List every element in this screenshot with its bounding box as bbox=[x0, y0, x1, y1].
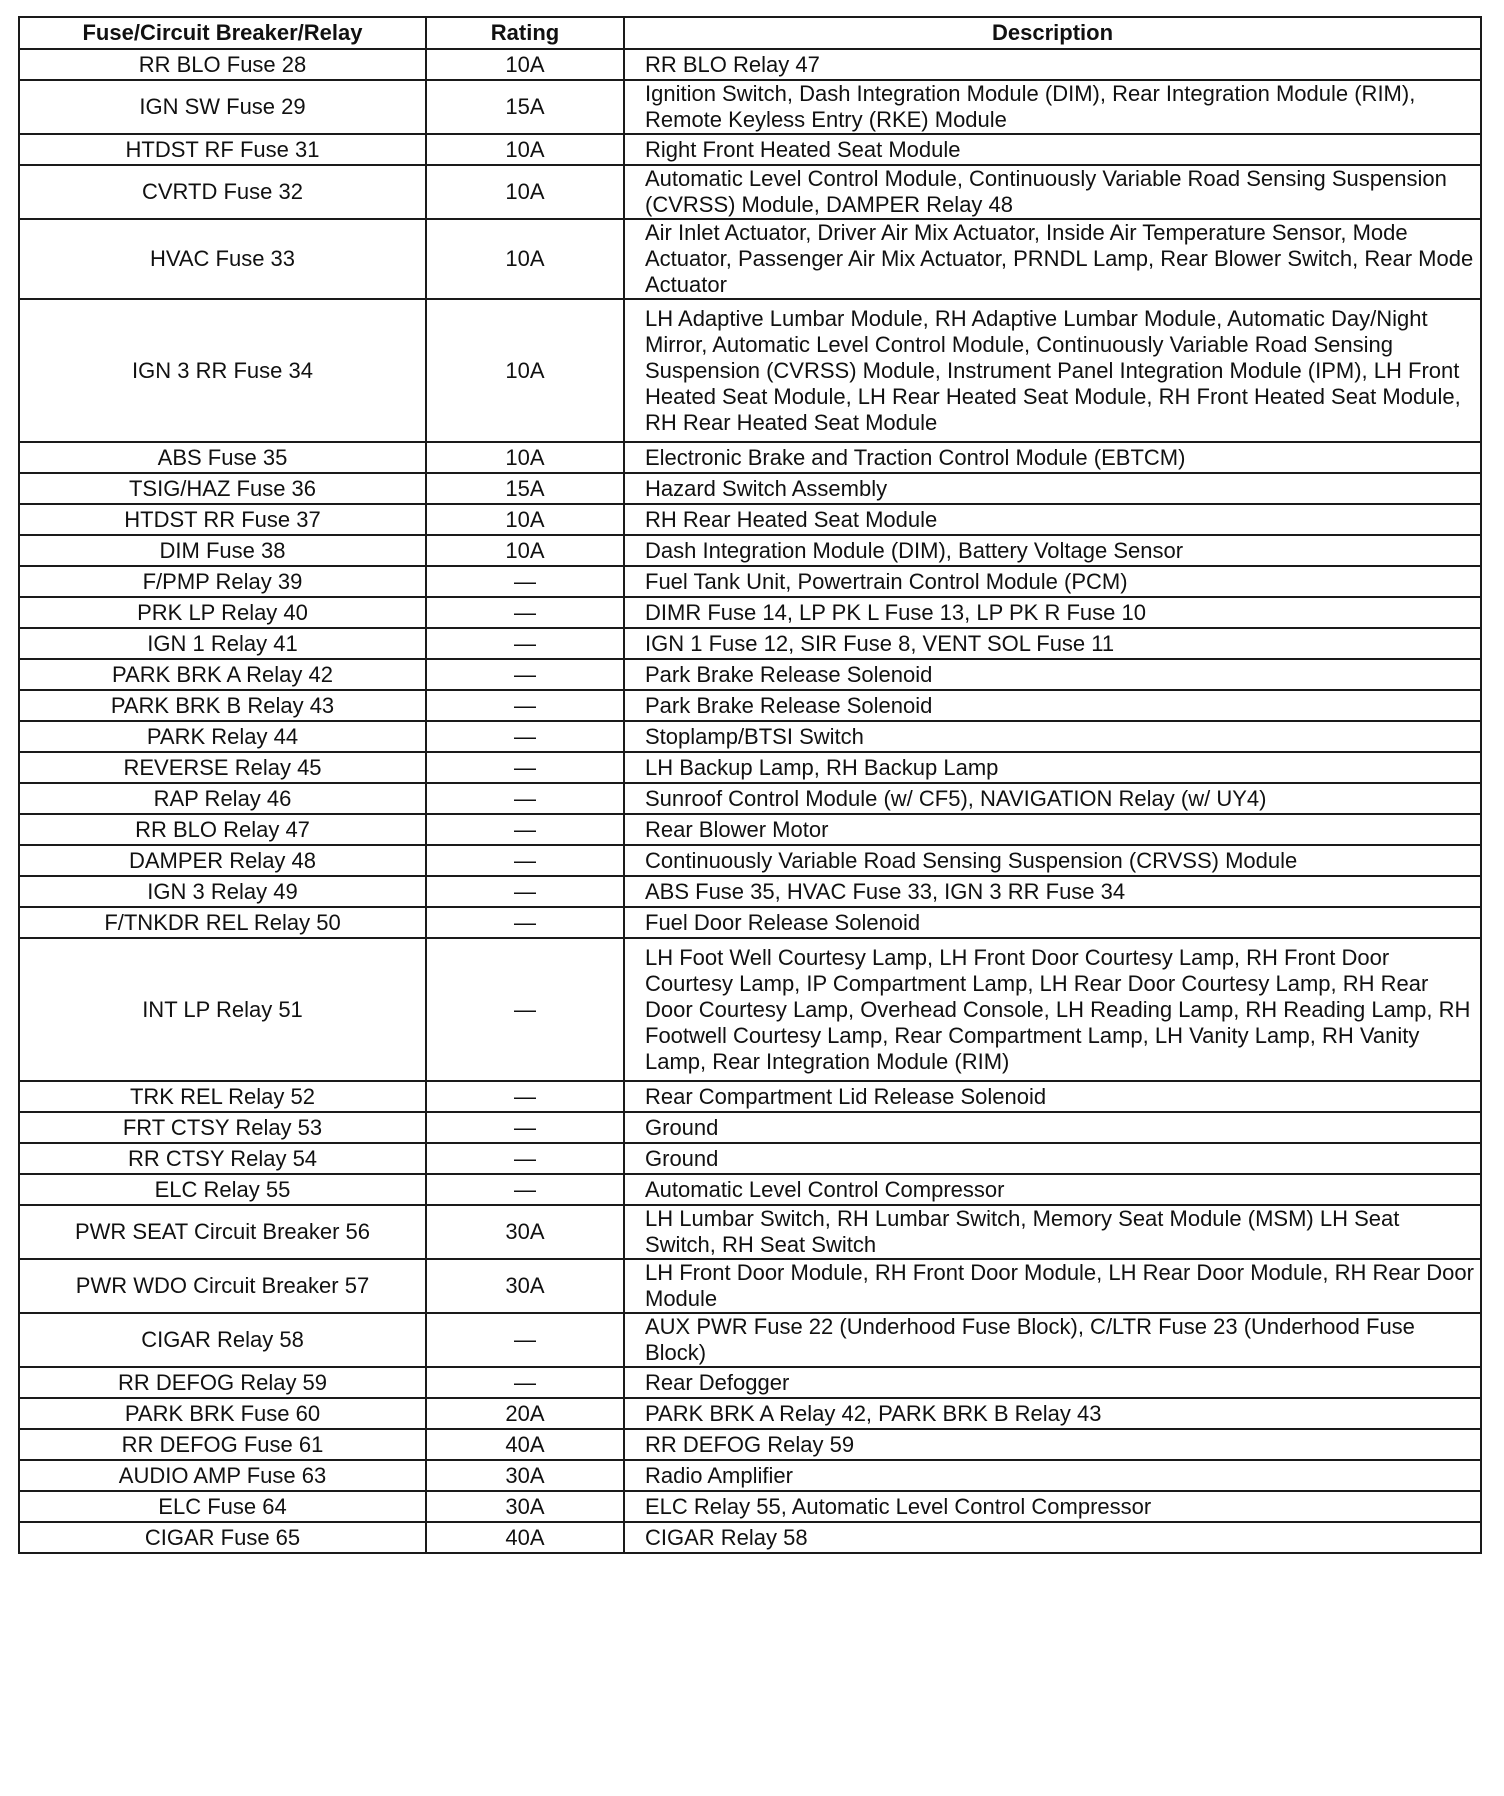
description-cell: Rear Defogger bbox=[624, 1367, 1481, 1398]
table-row bbox=[19, 814, 1481, 845]
fuse-name-cell: PARK BRK Fuse 60 bbox=[19, 1398, 426, 1429]
description-cell: ELC Relay 55, Automatic Level Control Compressor bbox=[624, 1491, 1481, 1522]
description-cell: Rear Compartment Lid Release Solenoid bbox=[624, 1081, 1481, 1112]
description-cell: RR BLO Relay 47 bbox=[624, 49, 1481, 80]
fuse-name-cell: RAP Relay 46 bbox=[19, 783, 426, 814]
fuse-name-cell: AUDIO AMP Fuse 63 bbox=[19, 1460, 426, 1491]
description-cell: Right Front Heated Seat Module bbox=[624, 134, 1481, 165]
fuse-name-cell: PWR WDO Circuit Breaker 57 bbox=[19, 1259, 426, 1313]
table-row bbox=[19, 938, 1481, 1081]
fuse-name-cell: ELC Relay 55 bbox=[19, 1174, 426, 1205]
table-row bbox=[19, 783, 1481, 814]
fuse-name-cell: FRT CTSY Relay 53 bbox=[19, 1112, 426, 1143]
fuse-name-cell: HVAC Fuse 33 bbox=[19, 219, 426, 299]
table-row bbox=[19, 845, 1481, 876]
table-row bbox=[19, 1143, 1481, 1174]
rating-cell: 15A bbox=[426, 473, 624, 504]
fuse-name-cell: ELC Fuse 64 bbox=[19, 1491, 426, 1522]
fuse-name-cell: CVRTD Fuse 32 bbox=[19, 165, 426, 219]
table-row bbox=[19, 442, 1481, 473]
table-row bbox=[19, 659, 1481, 690]
table-row bbox=[19, 1522, 1481, 1553]
rating-cell: — bbox=[426, 659, 624, 690]
rating-cell: — bbox=[426, 1143, 624, 1174]
column-header-description: Description bbox=[624, 17, 1481, 49]
description-cell: LH Foot Well Courtesy Lamp, LH Front Door Courtesy Lamp, RH Front Door Courtesy Lamp, IP Compartment Lamp, LH Rear Door Courtesy Lamp, RH Rear Door Courtesy Lamp, Overhead Console, LH Reading Lamp, RH Reading Lamp, RH Footwell Courtesy Lamp, Rear Compartment Lamp, LH Vanity Lamp, RH Vanity Lamp, Rear Integration Module (RIM) bbox=[624, 938, 1481, 1081]
description-cell: Fuel Door Release Solenoid bbox=[624, 907, 1481, 938]
rating-cell: — bbox=[426, 907, 624, 938]
fuse-name-cell: IGN 1 Relay 41 bbox=[19, 628, 426, 659]
rating-cell: — bbox=[426, 690, 624, 721]
description-cell: PARK BRK A Relay 42, PARK BRK B Relay 43 bbox=[624, 1398, 1481, 1429]
fuse-name-cell: RR BLO Fuse 28 bbox=[19, 49, 426, 80]
description-cell: Park Brake Release Solenoid bbox=[624, 690, 1481, 721]
fuse-name-cell: RR BLO Relay 47 bbox=[19, 814, 426, 845]
description-cell: AUX PWR Fuse 22 (Underhood Fuse Block), C/LTR Fuse 23 (Underhood Fuse Block) bbox=[624, 1313, 1481, 1367]
table-row bbox=[19, 1112, 1481, 1143]
description-cell: Ignition Switch, Dash Integration Module (DIM), Rear Integration Module (RIM), Remote Keyless Entry (RKE) Module bbox=[624, 80, 1481, 134]
fuse-name-cell: RR CTSY Relay 54 bbox=[19, 1143, 426, 1174]
fuse-name-cell: HTDST RR Fuse 37 bbox=[19, 504, 426, 535]
description-cell: CIGAR Relay 58 bbox=[624, 1522, 1481, 1553]
table-row bbox=[19, 721, 1481, 752]
description-cell: Dash Integration Module (DIM), Battery Voltage Sensor bbox=[624, 535, 1481, 566]
description-cell: IGN 1 Fuse 12, SIR Fuse 8, VENT SOL Fuse 11 bbox=[624, 628, 1481, 659]
rating-cell: — bbox=[426, 566, 624, 597]
table-row bbox=[19, 1367, 1481, 1398]
table-row bbox=[19, 535, 1481, 566]
rating-cell: 40A bbox=[426, 1429, 624, 1460]
description-cell: Radio Amplifier bbox=[624, 1460, 1481, 1491]
rating-cell: — bbox=[426, 876, 624, 907]
rating-cell: — bbox=[426, 814, 624, 845]
description-cell: RH Rear Heated Seat Module bbox=[624, 504, 1481, 535]
rating-cell: 30A bbox=[426, 1205, 624, 1259]
rating-cell: — bbox=[426, 628, 624, 659]
table-row bbox=[19, 690, 1481, 721]
fuse-name-cell: PWR SEAT Circuit Breaker 56 bbox=[19, 1205, 426, 1259]
fuse-name-cell: F/TNKDR REL Relay 50 bbox=[19, 907, 426, 938]
description-cell: DIMR Fuse 14, LP PK L Fuse 13, LP PK R Fuse 10 bbox=[624, 597, 1481, 628]
description-cell: LH Lumbar Switch, RH Lumbar Switch, Memory Seat Module (MSM) LH Seat Switch, RH Seat Switch bbox=[624, 1205, 1481, 1259]
table-row bbox=[19, 1398, 1481, 1429]
table-header-row bbox=[19, 17, 1481, 49]
table-row bbox=[19, 1081, 1481, 1112]
description-cell: Rear Blower Motor bbox=[624, 814, 1481, 845]
fuse-name-cell: TSIG/HAZ Fuse 36 bbox=[19, 473, 426, 504]
description-cell: Sunroof Control Module (w/ CF5), NAVIGATION Relay (w/ UY4) bbox=[624, 783, 1481, 814]
rating-cell: — bbox=[426, 845, 624, 876]
description-cell: RR DEFOG Relay 59 bbox=[624, 1429, 1481, 1460]
table-row bbox=[19, 504, 1481, 535]
description-cell: Air Inlet Actuator, Driver Air Mix Actuator, Inside Air Temperature Sensor, Mode Actuator, Passenger Air Mix Actuator, PRNDL Lamp, Rear Blower Switch, Rear Mode Actuator bbox=[624, 219, 1481, 299]
description-cell: LH Backup Lamp, RH Backup Lamp bbox=[624, 752, 1481, 783]
rating-cell: — bbox=[426, 1112, 624, 1143]
description-cell: Automatic Level Control Module, Continuously Variable Road Sensing Suspension (CVRSS) Module, DAMPER Relay 48 bbox=[624, 165, 1481, 219]
description-cell: Continuously Variable Road Sensing Suspension (CRVSS) Module bbox=[624, 845, 1481, 876]
rating-cell: 10A bbox=[426, 219, 624, 299]
fuse-name-cell: CIGAR Relay 58 bbox=[19, 1313, 426, 1367]
column-header-fuse: Fuse/Circuit Breaker/Relay bbox=[19, 17, 426, 49]
fuse-name-cell: PARK Relay 44 bbox=[19, 721, 426, 752]
table-row bbox=[19, 219, 1481, 299]
fuse-name-cell: IGN 3 Relay 49 bbox=[19, 876, 426, 907]
description-cell: Hazard Switch Assembly bbox=[624, 473, 1481, 504]
rating-cell: — bbox=[426, 752, 624, 783]
rating-cell: 10A bbox=[426, 535, 624, 566]
fuse-name-cell: RR DEFOG Relay 59 bbox=[19, 1367, 426, 1398]
table-row bbox=[19, 1491, 1481, 1522]
fuse-name-cell: TRK REL Relay 52 bbox=[19, 1081, 426, 1112]
rating-cell: 10A bbox=[426, 442, 624, 473]
description-cell: LH Adaptive Lumbar Module, RH Adaptive Lumbar Module, Automatic Day/Night Mirror, Automatic Level Control Module, Continuously Variable Road Sensing Suspension (CVRSS) Module, Instrument Panel Integration Module (IPM), LH Front Heated Seat Module, LH Rear Heated Seat Module, RH Front Heated Seat Module, RH Rear Heated Seat Module bbox=[624, 299, 1481, 442]
table-row bbox=[19, 1205, 1481, 1259]
fuse-name-cell: RR DEFOG Fuse 61 bbox=[19, 1429, 426, 1460]
rating-cell: — bbox=[426, 721, 624, 752]
fuse-name-cell: DIM Fuse 38 bbox=[19, 535, 426, 566]
column-header-rating: Rating bbox=[426, 17, 624, 49]
fuse-name-cell: PARK BRK B Relay 43 bbox=[19, 690, 426, 721]
table-row bbox=[19, 80, 1481, 134]
fuse-name-cell: DAMPER Relay 48 bbox=[19, 845, 426, 876]
fuse-name-cell: PARK BRK A Relay 42 bbox=[19, 659, 426, 690]
rating-cell: 30A bbox=[426, 1259, 624, 1313]
table-row bbox=[19, 752, 1481, 783]
rating-cell: 10A bbox=[426, 165, 624, 219]
table-row bbox=[19, 1174, 1481, 1205]
rating-cell: 40A bbox=[426, 1522, 624, 1553]
table-row bbox=[19, 597, 1481, 628]
table-row bbox=[19, 628, 1481, 659]
rating-cell: — bbox=[426, 783, 624, 814]
table-row bbox=[19, 1259, 1481, 1313]
rating-cell: — bbox=[426, 1174, 624, 1205]
fuse-name-cell: INT LP Relay 51 bbox=[19, 938, 426, 1081]
rating-cell: 30A bbox=[426, 1491, 624, 1522]
table-row bbox=[19, 49, 1481, 80]
description-cell: ABS Fuse 35, HVAC Fuse 33, IGN 3 RR Fuse 34 bbox=[624, 876, 1481, 907]
table-row bbox=[19, 876, 1481, 907]
fuse-name-cell: IGN 3 RR Fuse 34 bbox=[19, 299, 426, 442]
table-row bbox=[19, 1313, 1481, 1367]
rating-cell: — bbox=[426, 1081, 624, 1112]
description-cell: Ground bbox=[624, 1143, 1481, 1174]
rating-cell: 30A bbox=[426, 1460, 624, 1491]
rating-cell: — bbox=[426, 938, 624, 1081]
fuse-name-cell: CIGAR Fuse 65 bbox=[19, 1522, 426, 1553]
table-row bbox=[19, 165, 1481, 219]
rating-cell: 15A bbox=[426, 80, 624, 134]
rating-cell: — bbox=[426, 597, 624, 628]
table-row bbox=[19, 566, 1481, 597]
rating-cell: 10A bbox=[426, 504, 624, 535]
description-cell: Automatic Level Control Compressor bbox=[624, 1174, 1481, 1205]
table-body bbox=[19, 49, 1481, 1553]
description-cell: Park Brake Release Solenoid bbox=[624, 659, 1481, 690]
rating-cell: — bbox=[426, 1367, 624, 1398]
rating-cell: 10A bbox=[426, 49, 624, 80]
fuse-name-cell: HTDST RF Fuse 31 bbox=[19, 134, 426, 165]
rating-cell: 20A bbox=[426, 1398, 624, 1429]
description-cell: Stoplamp/BTSI Switch bbox=[624, 721, 1481, 752]
fuse-name-cell: REVERSE Relay 45 bbox=[19, 752, 426, 783]
description-cell: Ground bbox=[624, 1112, 1481, 1143]
rating-cell: — bbox=[426, 1313, 624, 1367]
fuse-relay-table bbox=[18, 16, 1482, 1554]
table-row bbox=[19, 299, 1481, 442]
rating-cell: 10A bbox=[426, 299, 624, 442]
description-cell: LH Front Door Module, RH Front Door Module, LH Rear Door Module, RH Rear Door Module bbox=[624, 1259, 1481, 1313]
fuse-name-cell: ABS Fuse 35 bbox=[19, 442, 426, 473]
table-row bbox=[19, 1460, 1481, 1491]
fuse-name-cell: F/PMP Relay 39 bbox=[19, 566, 426, 597]
table-row bbox=[19, 1429, 1481, 1460]
rating-cell: 10A bbox=[426, 134, 624, 165]
table-row bbox=[19, 134, 1481, 165]
table-row bbox=[19, 473, 1481, 504]
description-cell: Fuel Tank Unit, Powertrain Control Module (PCM) bbox=[624, 566, 1481, 597]
description-cell: Electronic Brake and Traction Control Module (EBTCM) bbox=[624, 442, 1481, 473]
fuse-name-cell: IGN SW Fuse 29 bbox=[19, 80, 426, 134]
fuse-name-cell: PRK LP Relay 40 bbox=[19, 597, 426, 628]
table-row bbox=[19, 907, 1481, 938]
